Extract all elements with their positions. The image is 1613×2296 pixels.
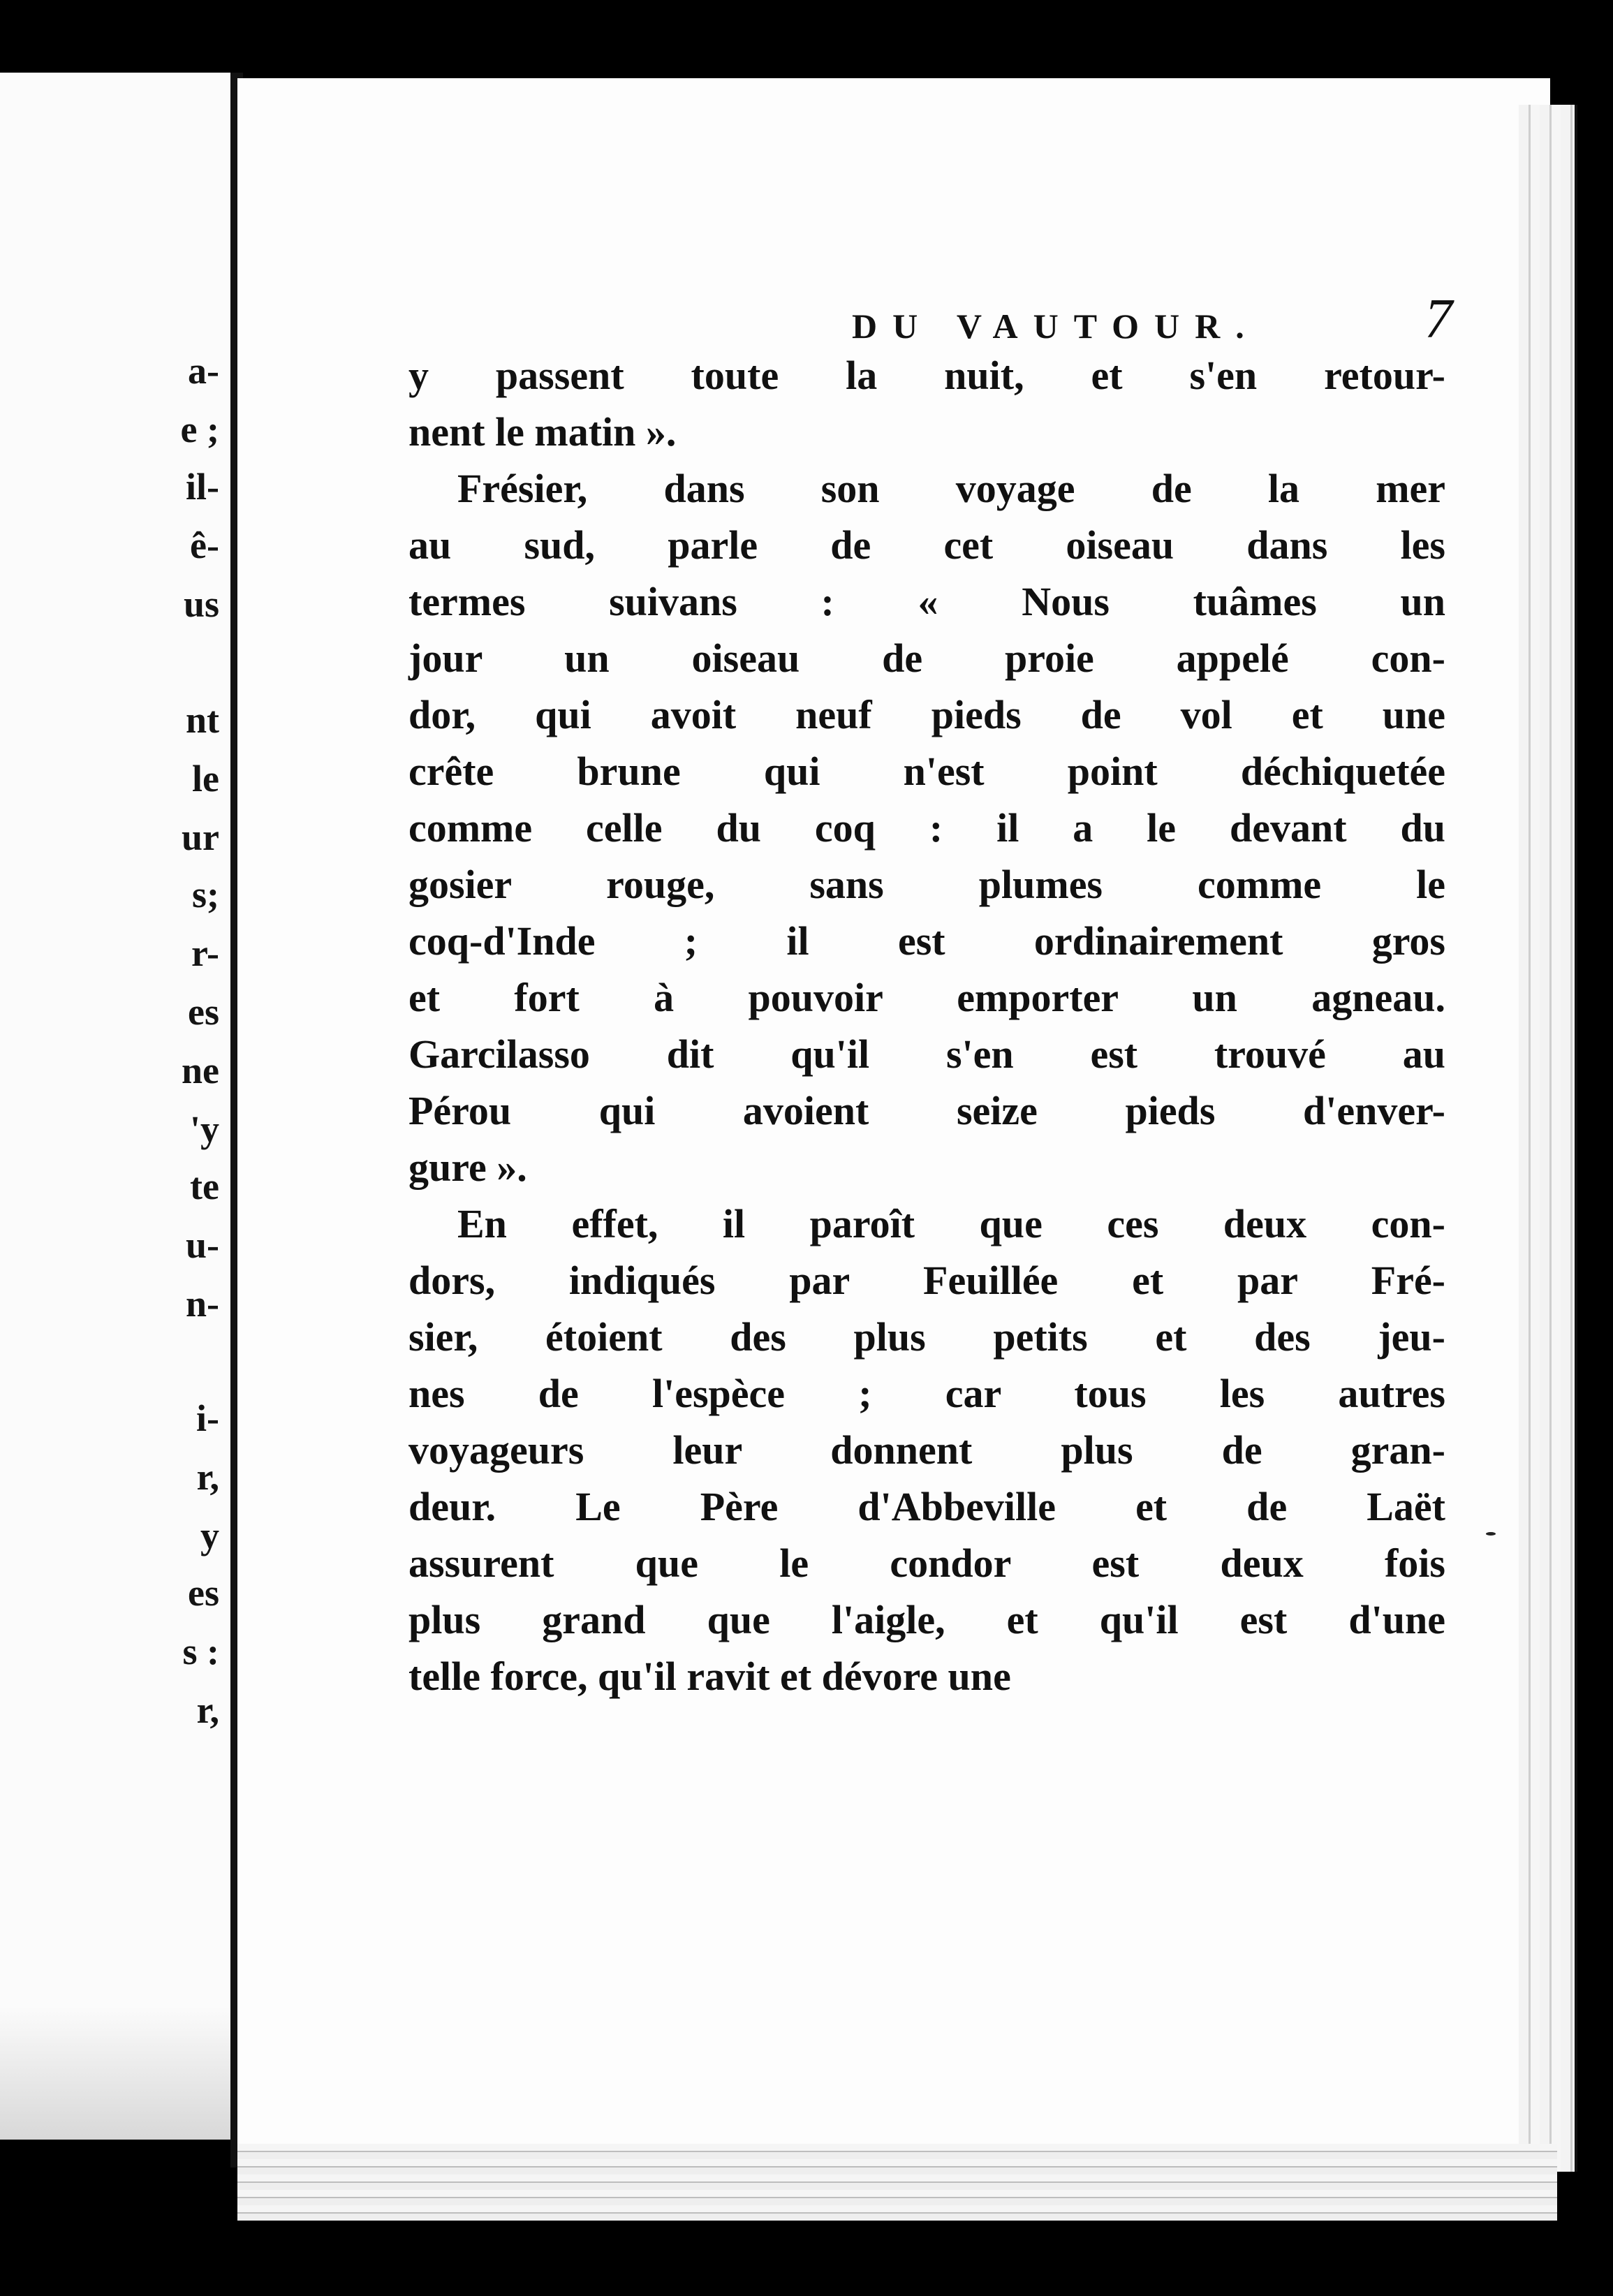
text-line: voyageurs leur donnent plus de gran- bbox=[408, 1427, 1445, 1473]
left-fragment: r- bbox=[191, 932, 219, 974]
text-line: au sud, parle de cet oiseau dans les bbox=[408, 522, 1445, 568]
left-fragment: te bbox=[190, 1165, 219, 1207]
text-line: dors, indiqués par Feuillée et par Fré- bbox=[408, 1258, 1445, 1303]
text-line: termes suivans : « Nous tuâmes un bbox=[408, 579, 1445, 624]
text-line: y passent toute la nuit, et s'en retour- bbox=[408, 353, 1445, 398]
left-fragment: i- bbox=[196, 1397, 219, 1439]
text-line: dor, qui avoit neuf pieds de vol et une bbox=[408, 692, 1445, 737]
page-header bbox=[405, 288, 1466, 351]
left-page-bottom-shadow bbox=[0, 2007, 230, 2140]
left-fragment: le bbox=[192, 758, 219, 800]
left-fragment: s : bbox=[182, 1631, 219, 1672]
left-fragment: e ; bbox=[180, 409, 219, 450]
text-line: et fort à pouvoir emporter un agneau. bbox=[408, 975, 1445, 1020]
scan-speck bbox=[1486, 1532, 1496, 1536]
left-fragment: ê- bbox=[190, 524, 219, 566]
text-line: assurent que le condor est deux fois bbox=[408, 1540, 1445, 1586]
left-fragment: ur bbox=[182, 816, 219, 858]
page-edge-right bbox=[1519, 105, 1577, 2172]
left-fragment: a- bbox=[188, 350, 219, 392]
left-fragment: nt bbox=[185, 699, 219, 741]
left-fragment: s; bbox=[192, 874, 219, 915]
left-fragment: u- bbox=[185, 1224, 219, 1266]
left-fragment: il- bbox=[186, 466, 219, 508]
right-page bbox=[237, 78, 1550, 2177]
left-fragment: 'y bbox=[189, 1108, 219, 1150]
text-line: nes de l'espèce ; car tous les autres bbox=[408, 1371, 1445, 1416]
text-line: Garcilasso dit qu'il s'en est trouvé au bbox=[408, 1031, 1445, 1077]
left-fragment: ne bbox=[182, 1050, 219, 1091]
left-fragment: es bbox=[188, 1572, 219, 1614]
text-line: gosier rouge, sans plumes comme le bbox=[408, 862, 1445, 907]
text-line: comme celle du coq : il a le devant du bbox=[408, 805, 1445, 851]
text-line: En effet, il paroît que ces deux con- bbox=[457, 1201, 1445, 1246]
running-head: DU VAUTOUR. bbox=[852, 307, 1260, 346]
left-page bbox=[0, 73, 234, 2140]
text-line: jour un oiseau de proie appelé con- bbox=[408, 635, 1445, 681]
left-page-text-fragments bbox=[0, 73, 230, 2140]
left-fragment: es bbox=[188, 991, 219, 1033]
text-line: telle force, qu'il ravit et dévore une bbox=[408, 1654, 1011, 1699]
text-line: deur. Le Père d'Abbeville et de Laët bbox=[408, 1484, 1445, 1529]
left-fragment: y bbox=[200, 1515, 219, 1557]
left-fragment: r, bbox=[196, 1689, 219, 1731]
page-number: 7 bbox=[1424, 288, 1452, 350]
page-edge-bottom bbox=[237, 2144, 1557, 2221]
text-line: Pérou qui avoient seize pieds d'enver- bbox=[408, 1088, 1445, 1133]
left-fragment: us bbox=[183, 583, 219, 625]
text-line: Frésier, dans son voyage de la mer bbox=[457, 466, 1445, 511]
text-line: crête brune qui n'est point déchiquetée bbox=[408, 749, 1445, 794]
text-line: gure ». bbox=[408, 1145, 527, 1190]
text-line: sier, étoient des plus petits et des jeu- bbox=[408, 1314, 1445, 1360]
scan-top-shadow bbox=[0, 0, 1613, 77]
body-text bbox=[408, 347, 1445, 1705]
text-line: coq-d'Inde ; il est ordinairement gros bbox=[408, 918, 1445, 964]
text-line: plus grand que l'aigle, et qu'il est d'une bbox=[408, 1597, 1445, 1642]
left-fragment: n- bbox=[185, 1283, 219, 1325]
text-line: nent le matin ». bbox=[408, 409, 677, 455]
left-fragment: r, bbox=[196, 1456, 219, 1498]
